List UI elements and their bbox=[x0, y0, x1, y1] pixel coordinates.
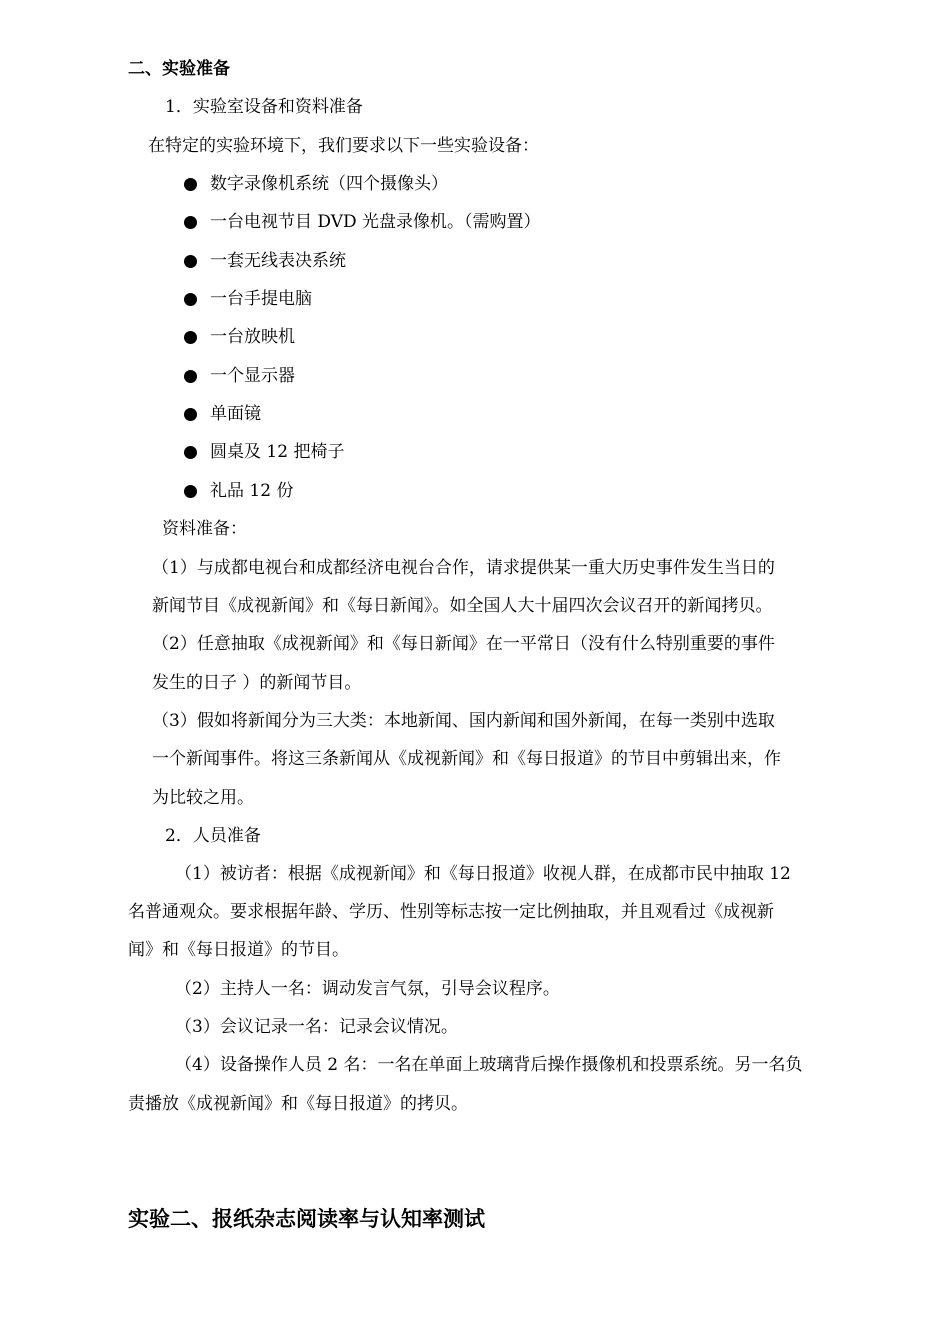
materials-title: 资料准备： bbox=[162, 519, 247, 539]
list-item: 单面镜 bbox=[210, 404, 261, 424]
list-item: 圆桌及 12 把椅子 bbox=[210, 442, 345, 462]
bullet-icon bbox=[184, 293, 197, 306]
section-title: 二、实验准备 bbox=[128, 59, 230, 79]
list-item: 一套无线表决系统 bbox=[210, 251, 346, 271]
paragraph-line: 新闻节目《成视新闻》和《每日新闻》。如全国人大十届四次会议召开的新闻拷贝。 bbox=[152, 596, 773, 616]
paragraph-line: （2）主持人一名：调动发言气氛，引导会议程序。 bbox=[175, 979, 560, 999]
intro-text: 在特定的实验环境下，我们要求以下一些实验设备： bbox=[148, 136, 539, 156]
bullet-icon bbox=[184, 446, 197, 459]
bullet-icon bbox=[184, 216, 197, 229]
paragraph-line: （2）任意抽取《成视新闻》和《每日新闻》在一平常日（没有什么特别重要的事件 bbox=[152, 634, 775, 654]
paragraph-line: （3）会议记录一名：记录会议情况。 bbox=[175, 1017, 458, 1037]
bullet-icon bbox=[184, 485, 197, 498]
list-item: 一台手提电脑 bbox=[210, 289, 312, 309]
paragraph-line: 闻》和《每日报道》的节目。 bbox=[128, 940, 349, 960]
paragraph-line: （4）设备操作人员 2 名：一名在单面上玻璃背后操作摄像机和投票系统。另一名负 bbox=[175, 1055, 803, 1075]
sub2-title: 2．人员准备 bbox=[165, 826, 261, 846]
paragraph-line: （3）假如将新闻分为三大类：本地新闻、国内新闻和国外新闻，在每一类别中选取 bbox=[152, 711, 775, 731]
paragraph-line: 名普通观众。要求根据年龄、学历、性别等标志按一定比例抽取，并且观看过《成视新 bbox=[128, 902, 774, 922]
paragraph-line: （1）与成都电视台和成都经济电视台合作，请求提供某一重大历史事件发生当日的 bbox=[152, 558, 775, 578]
bullet-icon bbox=[184, 255, 197, 268]
paragraph-line: （1）被访者：根据《成视新闻》和《每日报道》收视人群，在成都市民中抽取 12 bbox=[175, 864, 791, 884]
bullet-icon bbox=[184, 370, 197, 383]
paragraph-line: 一个新闻事件。将这三条新闻从《成视新闻》和《每日报道》的节目中剪辑出来，作 bbox=[152, 749, 781, 769]
sub1-title: 1．实验室设备和资料准备 bbox=[165, 97, 363, 117]
paragraph-line: 责播放《成视新闻》和《每日报道》的拷贝。 bbox=[128, 1094, 468, 1114]
list-item: 数字录像机系统（四个摄像头） bbox=[210, 174, 448, 194]
bullet-icon bbox=[184, 408, 197, 421]
list-item: 一台电视节目 DVD 光盘录像机。（需购置） bbox=[210, 212, 541, 232]
paragraph-line: 发生的日子 ）的新闻节目。 bbox=[152, 673, 362, 693]
bullet-icon bbox=[184, 178, 197, 191]
list-item: 一台放映机 bbox=[210, 327, 295, 347]
paragraph-line: 为比较之用。 bbox=[152, 788, 254, 808]
next-section-heading: 实验二、报纸杂志阅读率与认知率测试 bbox=[128, 1206, 485, 1231]
bullet-icon bbox=[184, 331, 197, 344]
list-item: 一个显示器 bbox=[210, 366, 295, 386]
list-item: 礼品 12 份 bbox=[210, 481, 294, 501]
